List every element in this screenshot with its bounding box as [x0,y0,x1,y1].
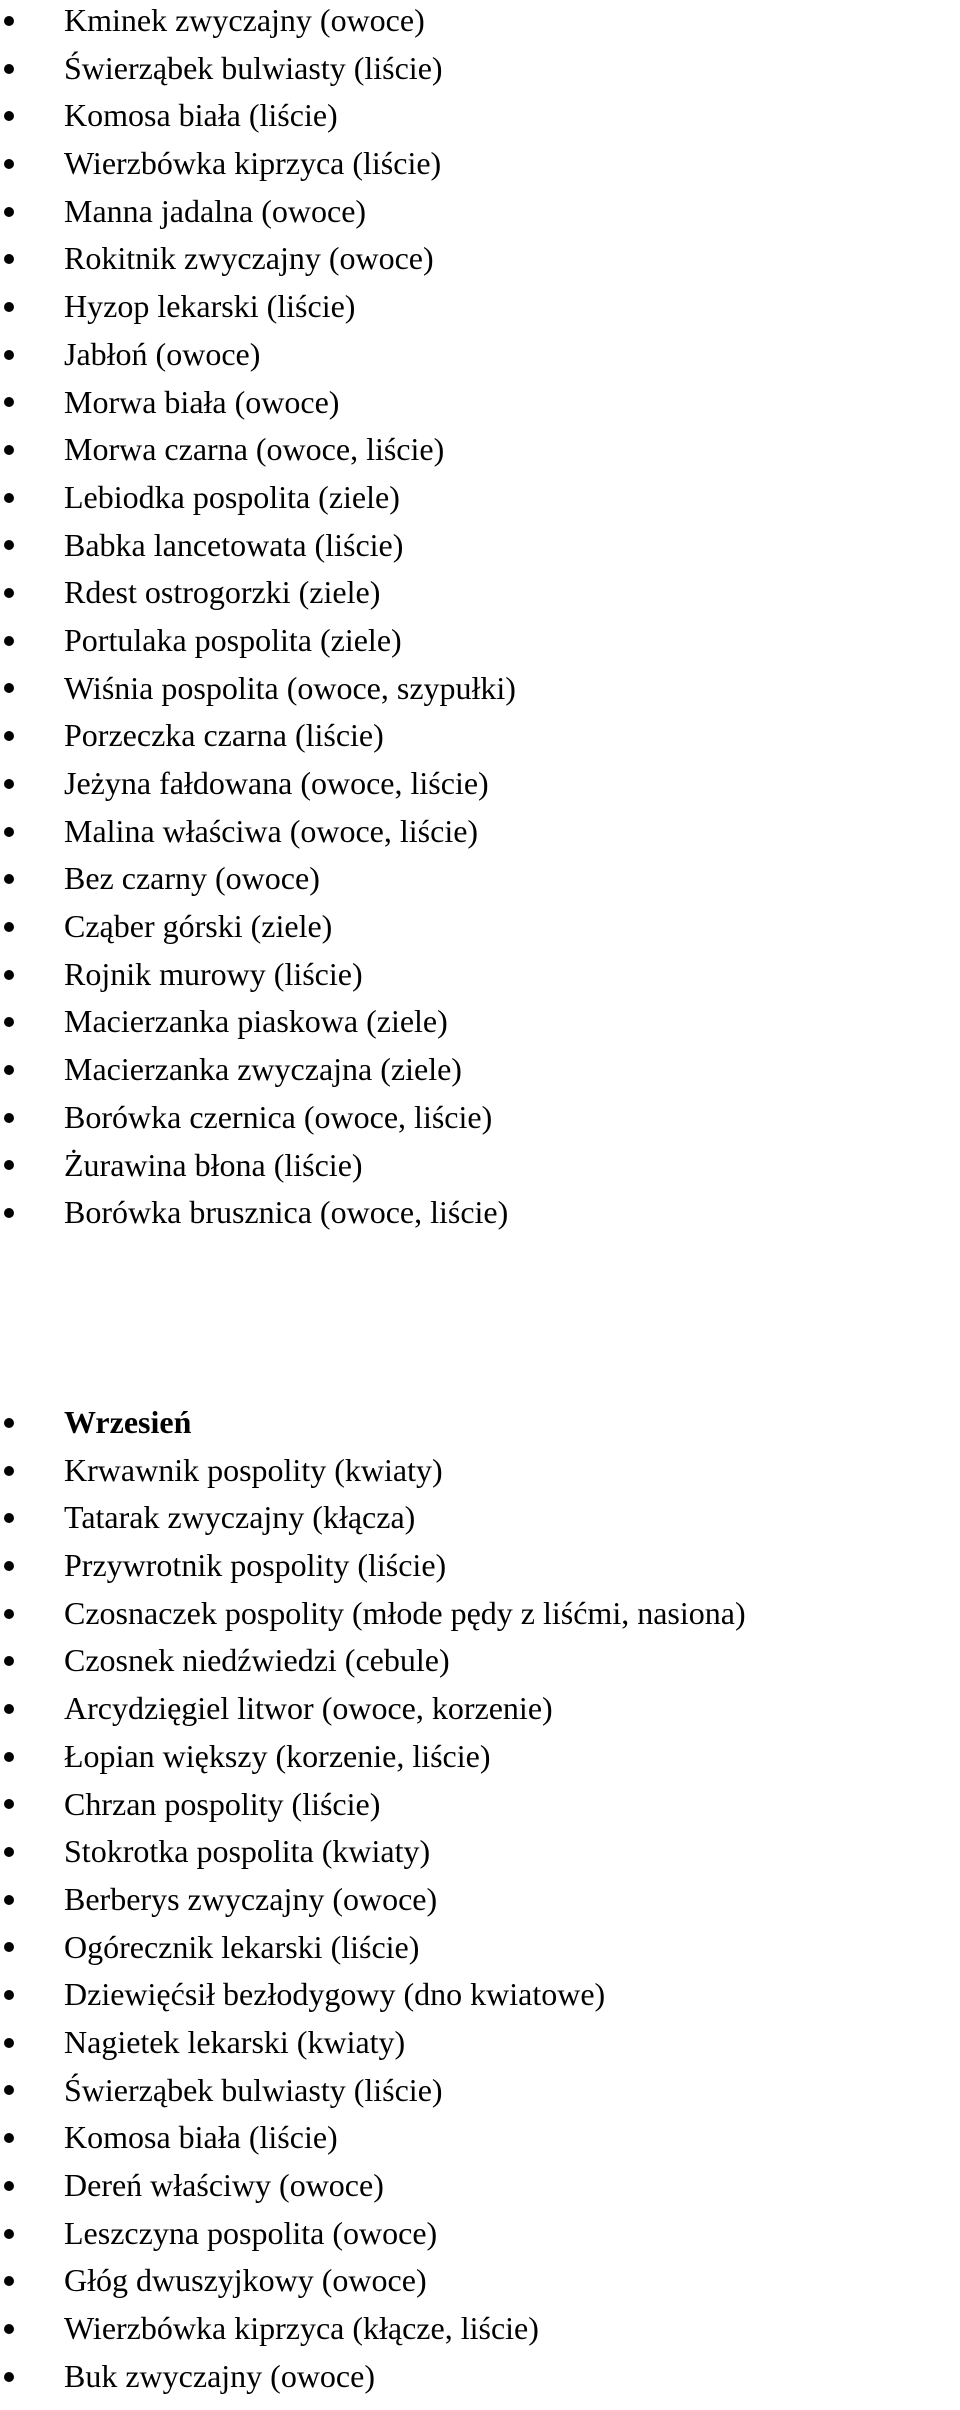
list-item-label: Leszczyna pospolita (owoce) [64,2214,438,2251]
list-item-label: Czosnek niedźwiedzi (cebule) [64,1642,450,1679]
list-item [0,2353,960,2401]
bullet-icon [4,1513,14,1523]
bullet-icon [4,64,14,74]
list-item [0,283,960,331]
bullet-icon [4,1418,14,1428]
list-item-label: Rokitnik zwyczajny (owoce) [64,240,434,277]
bullet-icon [4,2133,14,2143]
list-item [0,1590,960,1638]
list-item-label: Dziewięćsił bezłodygowy (dno kwiatowe) [64,1976,606,2013]
bullet-icon [4,2276,14,2286]
list-item [0,1189,960,1237]
list-item-label: Rojnik murowy (liście) [64,955,363,992]
bullet-icon [4,1113,14,1123]
list-item-label: Chrzan pospolity (liście) [64,1785,381,1822]
list-item [0,522,960,570]
bullet-icon [4,1847,14,1857]
list-item [0,0,960,45]
bullet-icon [4,827,14,837]
list-item-label: Komosa biała (liście) [64,2119,338,2156]
list-item [0,1924,960,1972]
list-item [0,617,960,665]
list-item [0,379,960,427]
list-item-label: Morwa biała (owoce) [64,383,340,420]
bullet-icon [4,302,14,312]
list-item [0,1094,960,1142]
bullet-icon [4,1208,14,1218]
list-item-label: Łopian większy (korzenie, liście) [64,1737,491,1774]
list-item [0,92,960,140]
bullet-icon [4,1065,14,1075]
list-item [0,808,960,856]
list-item-label: Nagietek lekarski (kwiaty) [64,2023,406,2060]
list-item [0,760,960,808]
list-item [0,1046,960,1094]
list-item [0,712,960,760]
list-item [0,569,960,617]
list-item [0,1876,960,1924]
list-item-label: Borówka czernica (owoce, liście) [64,1098,493,1135]
list-item [0,1828,960,1876]
list-item-label: Lebiodka pospolita (ziele) [64,478,400,515]
list-item [0,426,960,474]
list-item-label: Macierzanka piaskowa (ziele) [64,1003,448,1040]
list-item-label: Rdest ostrogorzki (ziele) [64,574,381,611]
list-item-label: Świerząbek bulwiasty (liście) [64,2071,443,2108]
list-item [0,903,960,951]
bullet-icon [4,16,14,26]
bullet-icon [4,683,14,693]
bullet-icon [4,2085,14,2095]
list-item-label: Wierzbówka kiprzyca (kłącze, liście) [64,2310,539,2347]
bullet-icon [4,970,14,980]
list-item [0,1733,960,1781]
list-item [0,2162,960,2210]
list-item-label: Kminek zwyczajny (owoce) [64,2,425,38]
bullet-icon [4,207,14,217]
list-item [0,2019,960,2067]
bullet-icon [4,1656,14,1666]
list-item [0,1971,960,2019]
bullet-icon [4,397,14,407]
list-item [0,1685,960,1733]
list-item [0,331,960,379]
month-heading-label: Wrzesień [64,1404,192,1440]
list-item-label: Buk zwyczajny (owoce) [64,2357,375,2394]
list-item-label: Jeżyna fałdowana (owoce, liście) [64,765,489,801]
list-item-label: Ogórecznik lekarski (liście) [64,1928,420,1965]
list-item-label: Wiśnia pospolita (owoce, szypułki) [64,669,516,706]
bullet-icon [4,2324,14,2334]
bullet-icon [4,588,14,598]
list-item [0,1494,960,1542]
bullet-icon [4,1160,14,1170]
list-item-label: Krwawnik pospolity (kwiaty) [64,1451,443,1488]
list-item [0,2257,960,2305]
list-item-label: Babka lancetowata (liście) [64,526,404,563]
bullet-icon [4,1752,14,1762]
bullet-icon [4,540,14,550]
list-item-label: Wierzbówka kiprzyca (liście) [64,145,442,182]
list-item-label: Żurawina błona (liście) [64,1146,363,1183]
list-item-label: Macierzanka zwyczajna (ziele) [64,1051,462,1088]
list-item-label: Komosa biała (liście) [64,97,338,134]
list-item [0,2210,960,2258]
bullet-icon [4,1799,14,1809]
bullet-icon [4,2372,14,2382]
bullet-icon [4,1017,14,1027]
bullet-icon [4,2038,14,2048]
list-item-label: Świerząbek bulwiasty (liście) [64,49,443,86]
list-item [0,1637,960,1685]
list-item [0,2114,960,2162]
list-item [0,140,960,188]
list-item [0,45,960,93]
list-item-label: Bez czarny (owoce) [64,860,320,897]
list-item [0,951,960,999]
list-item [0,2305,960,2353]
list-item-label: Jabłoń (owoce) [64,335,261,372]
bullet-icon [4,159,14,169]
bullet-icon [4,254,14,264]
list-item [0,665,960,713]
bullet-icon [4,922,14,932]
bullet-icon [4,2229,14,2239]
bullet-icon [4,111,14,121]
list-item-label: Morwa czarna (owoce, liście) [64,431,445,468]
list-item [0,1542,960,1590]
list-item-label: Tatarak zwyczajny (kłącza) [64,1499,416,1536]
plant-list-september [0,1399,960,2400]
bullet-icon [4,445,14,455]
list-item-label: Hyzop lekarski (liście) [64,288,356,325]
bullet-icon [4,1895,14,1905]
list-item-label: Malina właściwa (owoce, liście) [64,812,479,849]
bullet-icon [4,1609,14,1619]
bullet-icon [4,1942,14,1952]
list-item-label: Cząber górski (ziele) [64,908,333,945]
list-item-label: Czosnaczek pospolity (młode pędy z liśćmi, nasiona) [64,1594,746,1631]
list-item [0,474,960,522]
bullet-icon [4,636,14,646]
bullet-icon [4,350,14,360]
list-item [0,1142,960,1190]
bullet-icon [4,1704,14,1714]
list-item-label: Berberys zwyczajny (owoce) [64,1880,438,1917]
bullet-icon [4,1561,14,1571]
list-item [0,1447,960,1495]
bullet-icon [4,2181,14,2191]
bullet-icon [4,1990,14,2000]
bullet-icon [4,874,14,884]
list-item [0,1781,960,1829]
list-item [0,235,960,283]
list-item-label: Manna jadalna (owoce) [64,192,367,229]
list-item [0,2067,960,2115]
bullet-icon [4,1466,14,1476]
list-item-label: Borówka brusznica (owoce, liście) [64,1194,509,1231]
list-item [0,998,960,1046]
list-item [0,855,960,903]
list-item-label: Stokrotka pospolita (kwiaty) [64,1833,431,1870]
list-item-label: Dereń właściwy (owoce) [64,2167,384,2203]
month-heading [0,1399,960,1447]
list-item [0,188,960,236]
list-item-label: Porzeczka czarna (liście) [64,717,384,754]
bullet-icon [4,731,14,741]
list-item-label: Portulaka pospolita (ziele) [64,621,402,658]
list-item-label: Arcydzięgiel litwor (owoce, korzenie) [64,1690,553,1727]
list-item-label: Przywrotnik pospolity (liście) [64,1547,447,1584]
list-item-label: Głóg dwuszyjkowy (owoce) [64,2262,427,2299]
bullet-icon [4,493,14,503]
bullet-icon [4,779,14,789]
